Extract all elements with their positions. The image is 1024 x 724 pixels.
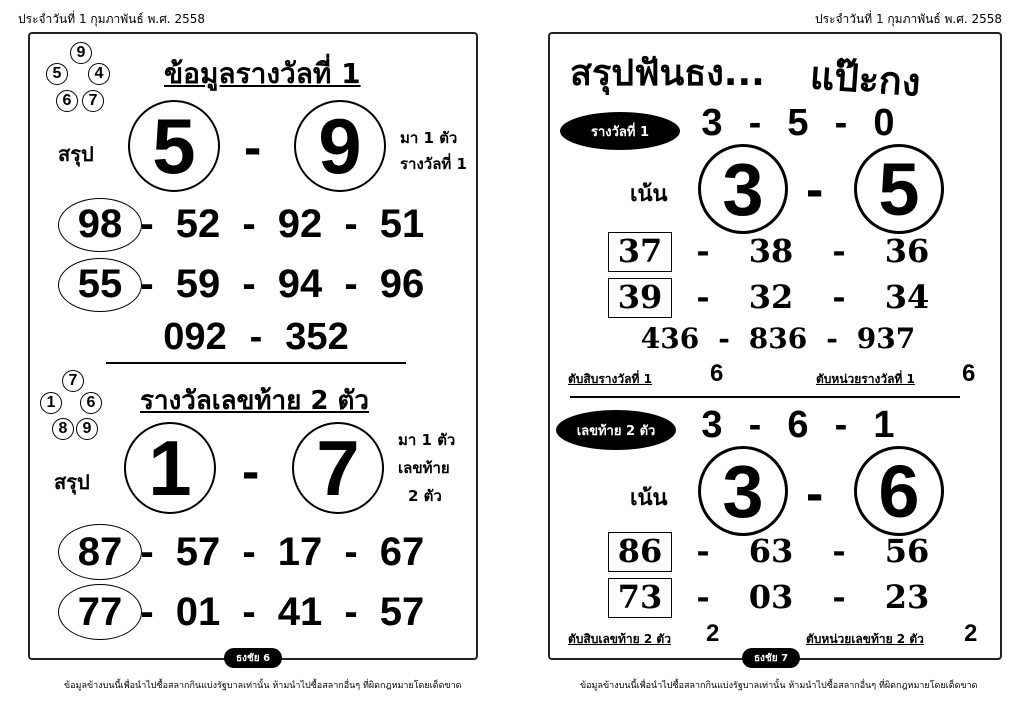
number: 63 (748, 532, 794, 570)
number-row: 436 - 836 - 937 (628, 322, 928, 355)
number: 67 (379, 530, 425, 574)
units-label: ตับหน่วยรางวัลที่ 1 (816, 372, 915, 386)
digit: 3 (701, 102, 723, 144)
tens-value: 6 (710, 360, 724, 387)
tens-label: ตับสิบเลขท้าย 2 ตัว (568, 632, 671, 646)
top-digits: 3 - 6 - 1 (694, 404, 902, 447)
number: 937 (856, 322, 916, 355)
digit-circle: 1 (40, 392, 62, 414)
number-row: 73 - 03 - 23 (612, 578, 940, 616)
number: 41 (277, 590, 323, 634)
number: 94 (277, 262, 323, 306)
number: 56 (884, 532, 930, 570)
number-row: 55 - 59 - 94 - 96 (68, 262, 438, 307)
number: 03 (748, 578, 794, 616)
author-title: แป๊ะกง (808, 53, 922, 105)
section-title: ข้อมูลรางวัลที่ 1 (164, 57, 361, 90)
number: 01 (175, 590, 221, 634)
digit: 5 (787, 102, 809, 144)
number-row: 87 - 57 - 17 - 67 (68, 530, 438, 575)
number: 38 (748, 232, 794, 270)
top-digits: 3 - 5 - 0 (694, 102, 902, 145)
number-row: 86 - 63 - 56 (612, 532, 940, 570)
number: 52 (175, 202, 221, 246)
number: 17 (277, 530, 323, 574)
focus-number-circle: 3 (698, 144, 788, 234)
focus-label: เน้น (630, 182, 668, 207)
main-dash: - (244, 119, 262, 177)
number: 98 (77, 202, 123, 246)
digit-circle: 6 (56, 90, 78, 112)
number: 77 (77, 590, 123, 634)
number: 51 (379, 202, 425, 246)
left-page-date: ประจำวันที่ 1 กุมภาพันธ์ พ.ศ. 2558 (18, 12, 205, 26)
units-value: 2 (964, 620, 978, 647)
digit: 0 (873, 102, 895, 144)
section-title: รางวัลเลขท้าย 2 ตัว (140, 386, 370, 416)
number: 092 (163, 316, 227, 358)
focus-dash: - (806, 465, 824, 523)
digit: 1 (873, 404, 895, 446)
number: 96 (379, 262, 425, 306)
number-row: 77 - 01 - 41 - 57 (68, 590, 438, 635)
summary-label: สรุป (54, 470, 90, 494)
summary-label: สรุป (58, 142, 94, 166)
digit-circle: 9 (76, 418, 98, 440)
digit-circle: 6 (80, 392, 102, 414)
number-row: 092 - 352 (150, 316, 362, 359)
number: 23 (884, 578, 930, 616)
digit: 3 (701, 404, 723, 446)
side-note: มา 1 ตัว (398, 431, 456, 449)
digit-circle: 8 (52, 418, 74, 440)
number: 92 (277, 202, 323, 246)
disclaimer: ข้อมูลข้างบนนี้เพื่อนำไปซื้อสลากกินแบ่งรัฐบาลเท่านั้น ห้ามนำไปซื้อสลากอื่นๆ ที่ผิดกฎหมายโดยเด็ดขาด (64, 681, 462, 691)
number: 39 (617, 278, 663, 316)
page-title: สรุปฟันธง... (570, 53, 765, 94)
section-badge: เลขท้าย 2 ตัว (556, 410, 676, 450)
number: 36 (884, 232, 930, 270)
number-row: 37 - 38 - 36 (612, 232, 940, 270)
number: 73 (617, 578, 663, 616)
number: 57 (379, 590, 425, 634)
main-number-circle: 1 (124, 422, 216, 514)
right-page-date: ประจำวันที่ 1 กุมภาพันธ์ พ.ศ. 2558 (815, 12, 1002, 26)
main-dash: - (242, 443, 260, 501)
digit-circle: 9 (70, 42, 92, 64)
focus-number-circle: 5 (854, 144, 944, 234)
units-value: 6 (962, 360, 976, 387)
number: 55 (77, 262, 123, 306)
number: 59 (175, 262, 221, 306)
number: 37 (617, 232, 663, 270)
page-badge: ธงชัย 7 (742, 648, 800, 668)
focus-label: เน้น (630, 486, 668, 511)
side-note: รางวัลที่ 1 (400, 155, 467, 173)
divider (570, 396, 960, 398)
side-note: เลขท้าย (398, 459, 450, 477)
digit-circle: 5 (46, 63, 68, 85)
digit-circle: 7 (62, 370, 84, 392)
section-badge: รางวัลที่ 1 (560, 112, 680, 150)
digit: 6 (787, 404, 809, 446)
disclaimer: ข้อมูลข้างบนนี้เพื่อนำไปซื้อสลากกินแบ่งรัฐบาลเท่านั้น ห้ามนำไปซื้อสลากอื่นๆ ที่ผิดกฎหมายโดยเด็ดขาด (580, 681, 978, 691)
divider (106, 362, 406, 364)
digit-circle: 7 (82, 90, 104, 112)
focus-number-circle: 3 (698, 446, 788, 536)
tens-value: 2 (706, 620, 720, 647)
page-badge: ธงชัย 6 (224, 648, 282, 668)
number: 86 (617, 532, 663, 570)
number-row: 39 - 32 - 34 (612, 278, 940, 316)
number: 57 (175, 530, 221, 574)
tens-label: ตับสิบรางวัลที่ 1 (568, 372, 652, 386)
digit-circle: 4 (88, 63, 110, 85)
number: 436 (640, 322, 700, 355)
focus-dash: - (806, 161, 824, 219)
focus-number-circle: 6 (854, 446, 944, 536)
main-number-circle: 5 (128, 100, 220, 192)
units-label: ตับหน่วยเลขท้าย 2 ตัว (806, 632, 924, 646)
main-number-circle: 7 (292, 422, 384, 514)
main-number-circle: 9 (294, 100, 386, 192)
number: 352 (285, 316, 349, 358)
number: 836 (748, 322, 808, 355)
side-note: 2 ตัว (408, 487, 442, 505)
number: 32 (748, 278, 794, 316)
side-note: มา 1 ตัว (400, 129, 458, 147)
number: 87 (77, 530, 123, 574)
number: 34 (884, 278, 930, 316)
number-row: 98 - 52 - 92 - 51 (68, 202, 438, 247)
